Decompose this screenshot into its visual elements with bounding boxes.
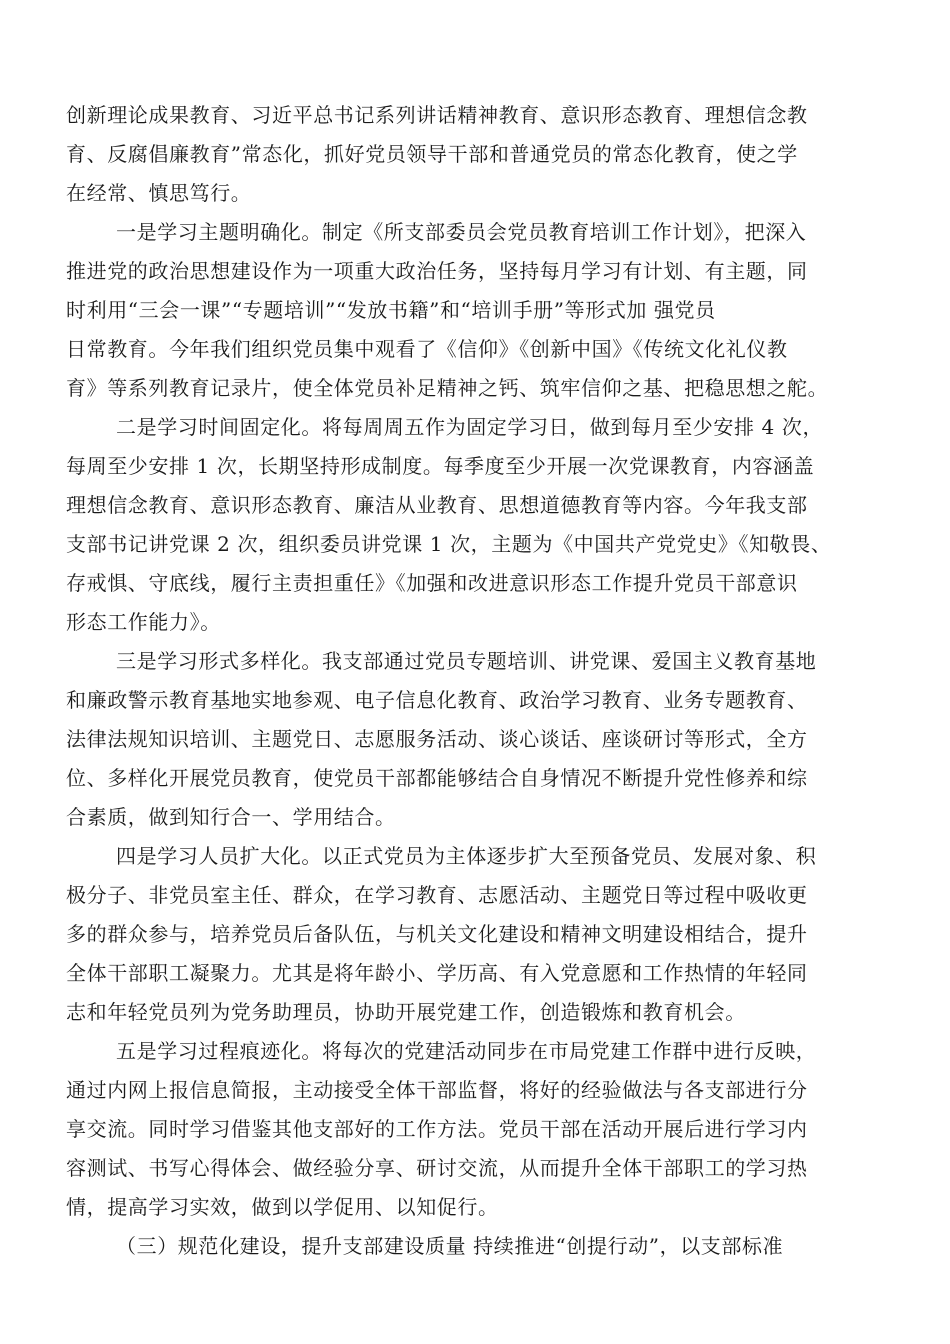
text-line: 在经常、慎思笃行。 (66, 181, 252, 205)
text-line: 通过内网上报信息简报，主动接受全体干部监督，将好的经验做法与各支部进行分 (66, 1078, 808, 1102)
text-line: 支部书记讲党课 2 次，组织委员讲党课 1 次，主题为《中国共产党党史》《知敬畏、 (66, 532, 832, 556)
text-line: 四是学习人员扩大化。以正式党员为主体逐步扩大至预备党员、发展对象、积 (116, 844, 817, 868)
text-line: 志和年轻党员列为党务助理员，协助开展党建工作，创造锻炼和教育机会。 (66, 1000, 746, 1024)
text-line: 形态工作能力》。 (66, 610, 221, 634)
text-line: 日常教育。今年我们组织党员集中观看了《信仰》《创新中国》《传统文化礼仪教 (66, 337, 788, 361)
text-line: 理想信念教育、意识形态教育、廉洁从业教育、思想道德教育等内容。今年我支部 (66, 493, 808, 517)
text-line: 存戒惧、守底线，履行主责担重任》《加强和改进意识形态工作提升党员干部意识 (66, 571, 798, 595)
text-line: 和廉政警示教育基地实地参观、电子信息化教育、政治学习教育、业务专题教育、 (66, 688, 808, 712)
text-line: 容测试、书写心得体会、做经验分享、研讨交流，从而提升全体干部职工的学习热 (66, 1156, 808, 1180)
text-line: 推进党的政治思想建设作为一项重大政治任务，坚持每月学习有计划、有主题，同 (66, 259, 808, 283)
text-line: 合素质，做到知行合一、学用结合。 (66, 805, 396, 829)
text-line: 极分子、非党员室主任、群众，在学习教育、志愿活动、主题党日等过程中吸收更 (66, 883, 808, 907)
text-line: 每周至少安排 1 次，长期坚持形成制度。每季度至少开展一次党课教育，内容涵盖 (66, 454, 815, 478)
text-line: 二是学习时间固定化。将每周周五作为固定学习日，做到每月至少安排 4 次， (116, 415, 824, 439)
text-line: 位、多样化开展党员教育，使党员干部都能够结合自身情况不断提升党性修养和综 (66, 766, 808, 790)
text-line: 情，提高学习实效，做到以学促用、以知促行。 (66, 1195, 499, 1219)
text-line: 育》等系列教育记录片，使全体党员补足精神之钙、筑牢信仰之基、把稳思想之舵。 (66, 376, 829, 400)
text-line: 享交流。同时学习借鉴其他支部好的工作方法。党员干部在活动开展后进行学习内 (66, 1117, 808, 1141)
text-line: 创新理论成果教育、习近平总书记系列讲话精神教育、意识形态教育、理想信念教 (66, 103, 808, 127)
text-line: 一是学习主题明确化。制定《所支部委员会党员教育培训工作计划》，把深入 (116, 220, 807, 244)
text-line: （三）规范化建设，提升支部建设质量 持续推进“创提行动”，以支部标准 (116, 1234, 784, 1258)
text-line: 时利用“三会一课”“专题培训”“发放书籍”和“培训手册”等形式加 强党员 (66, 298, 716, 322)
text-line: 多的群众参与，培养党员后备队伍，与机关文化建设和精神文明建设相结合，提升 (66, 922, 808, 946)
text-line: 五是学习过程痕迹化。将每次的党建活动同步在市局党建工作群中进行反映， (116, 1039, 817, 1063)
text-line: 法律法规知识培训、主题党日、志愿服务活动、谈心谈话、座谈研讨等形式，全方 (66, 727, 808, 751)
text-line: 三是学习形式多样化。我支部通过党员专题培训、讲党课、爱国主义教育基地 (116, 649, 817, 673)
text-line: 育、反腐倡廉教育”常态化，抓好党员领导干部和普通党员的常态化教育，使之学 (66, 142, 798, 166)
text-line: 全体干部职工凝聚力。尤其是将年龄小、学历高、有入党意愿和工作热情的年轻同 (66, 961, 808, 985)
